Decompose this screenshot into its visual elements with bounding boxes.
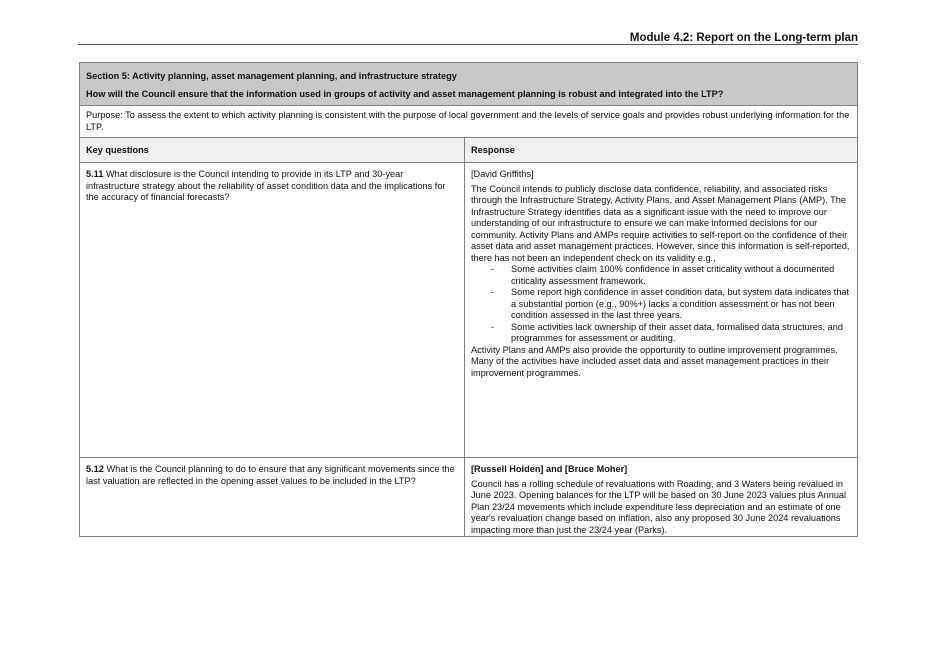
question-text: What is the Council planning to do to ensure that any significant movements since the last valuation are reflected in the opening asset values to be included in the LTP? bbox=[86, 464, 455, 486]
bullet-text: Some activities lack ownership of their asset data, formalised data structures, and programmes for assessment or auditing. bbox=[511, 321, 843, 343]
list-item bbox=[471, 287, 851, 322]
list-item bbox=[471, 264, 851, 287]
key-question-cell bbox=[80, 458, 465, 536]
section-title: Section 5: Activity planning, asset management planning, and infrastructure strategy bbox=[86, 71, 457, 81]
purpose-text: Purpose: To assess the extent to which activity planning is consistent with the purpose of local government and the levels of service goals and provides robust underlying information for the LTP. bbox=[80, 106, 857, 138]
assessment-table bbox=[79, 62, 858, 537]
bullet-text: Some report high confidence in asset condition data, but system data indicates that a substantial portion (e.g., 90%+) lacks a condition assessment or has not been condition assessed in the last three years. bbox=[511, 287, 850, 320]
table-row bbox=[80, 163, 857, 458]
key-question-cell bbox=[80, 163, 465, 457]
question-number: 5.12 bbox=[86, 464, 104, 474]
section-heading bbox=[80, 63, 857, 106]
response-cell bbox=[465, 458, 857, 536]
response-cell bbox=[465, 163, 857, 457]
response-intro: The Council intends to publicly disclose data confidence, reliability, and associated risks through the Infrastructure Strategy, Activity Plans, and Asset Management Plans (AMP). The Infrastructure Strategy identifies data as a significant issue with the need to improve our understanding of our infrastructure to ensure we can make informed decisions for our community. Activity Plans and AMPs require activities to self-report on the confidence of their asset data and asset management practices. However, since this information is self-reported, there has not been an independent check on its validity e.g., bbox=[471, 183, 850, 263]
section-question: How will the Council ensure that the information used in groups of activity and asset management planning is robust and integrated into the LTP? bbox=[86, 89, 724, 99]
response-intro: Council has a rolling schedule of revaluations with Roading, and 3 Waters being revalued in June 2023. Opening balances for the LTP will be based on 30 June 2023 values plus Annual Plan 23/24 movements which include expenditure less depreciation and an estimate of one year's revaluation change based on inflation, also any proposed 30 June 2024 revaluations impacting more than just the 23/24 year (Parks). bbox=[471, 478, 847, 535]
bullet-text: Some activities claim 100% confidence in asset criticality without a documented criticality assessment framework. bbox=[511, 264, 835, 286]
bullet-marker: - bbox=[491, 321, 495, 332]
list-item bbox=[471, 322, 851, 345]
responder-name: [David Griffiths] bbox=[471, 169, 534, 179]
response-outro: Activity Plans and AMPs also provide the opportunity to outline improvement programmes. Many of the activities have included asset data and asset management practices in their improvement programmes. bbox=[471, 344, 838, 378]
table-row bbox=[80, 458, 857, 536]
question-text: What disclosure is the Council intending to provide in its LTP and 30-year infrastructure strategy about the reliability of asset condition data and the implications for the accuracy of financial forecasts? bbox=[86, 169, 446, 202]
responder-name: [Russell Holden] and [Bruce Moher] bbox=[471, 464, 628, 474]
table-header-row bbox=[80, 138, 857, 163]
response-bullet-list bbox=[471, 264, 851, 345]
column-header-key-questions: Key questions bbox=[80, 138, 465, 162]
column-header-response: Response bbox=[471, 145, 515, 155]
question-number: 5.11 bbox=[86, 169, 104, 179]
header-divider bbox=[78, 44, 858, 45]
page-header-title: Module 4.2: Report on the Long-term plan bbox=[629, 32, 858, 44]
bullet-marker: - bbox=[491, 264, 495, 274]
bullet-marker: - bbox=[491, 287, 495, 297]
